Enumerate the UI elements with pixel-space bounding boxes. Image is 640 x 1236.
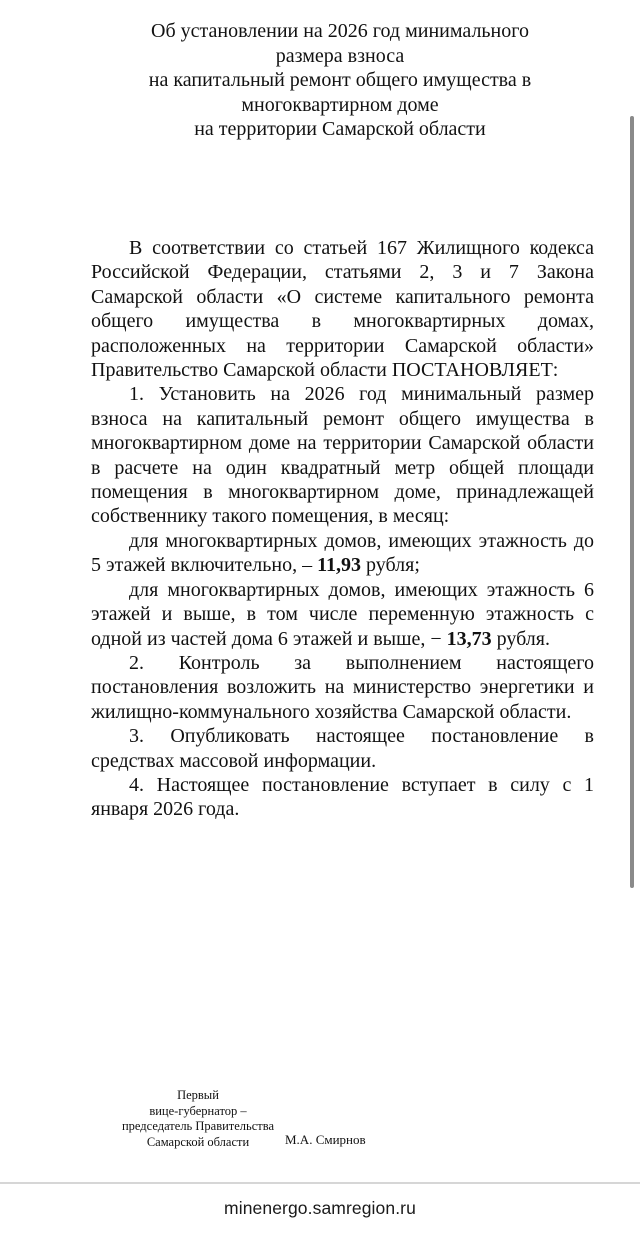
rate-low-value: 11,93 [317, 554, 361, 577]
title-line: на капитальный ремонт общего имущества в [148, 69, 532, 91]
rate-high-value: 13,73 [446, 627, 492, 650]
preamble-paragraph: В соответствии со статьей 167 Жилищного кодекса Российской Федерации, статьями 2, 3 и 7 Закона Самарской области «О системе капитального ремонта общего имущества в многоквартирных домах, расположенных на территории Самарской области» Правительство Самарской области ПОСТАНОВЛЯЕТ: [91, 237, 594, 382]
document-title [100, 19, 580, 142]
item-1-paragraph: 1. Установить на 2026 год минимальный размер взноса на капитальный ремонт общего имущества в многоквартирном доме на территории Самарской области в расчете на один квадратный метр общей площади помещения в многоквартирном доме, принадлежащей собственнику такого помещения, в месяц: [91, 383, 594, 528]
title-line: многоквартирном доме [241, 93, 439, 116]
browser-address-bar[interactable] [0, 1184, 640, 1236]
url-text[interactable]: minenergo.samregion.ru [224, 1198, 416, 1218]
signatory-position-line: вице-губернатор – [149, 1103, 247, 1118]
vertical-scrollbar[interactable] [630, 116, 634, 888]
rate-low-suffix: рубля; [366, 554, 420, 577]
signatory-position-line: Самарской области [146, 1134, 250, 1149]
signature-block [110, 1088, 470, 1158]
rate-low-paragraph [91, 529, 594, 578]
item-2-paragraph: 2. Контроль за выполнением настоящего постановления возложить на министерство энергетики и жилищно-коммунального хозяйства Самарской области. [91, 651, 594, 723]
rate-high-prefix: для многоквартирных домов, имеющих этажность 6 этажей и выше, в том числе переменную этажность с одной из частей дома 6 этажей и выше, − [91, 578, 594, 650]
item-4-paragraph: 4. Настоящее постановление вступает в силу с 1 января 2026 года. [91, 773, 594, 821]
signatory-position [110, 1088, 286, 1150]
item-3-paragraph: 3. Опубликовать настоящее постановление в средствах массовой информации. [91, 725, 594, 772]
document-body [91, 236, 594, 822]
title-line: Об установлении на 2026 год минимального [151, 20, 529, 42]
title-line: размера взноса [275, 44, 405, 67]
rate-low-prefix: для многоквартирных домов, имеющих этажность до 5 этажей включительно, – [91, 529, 594, 577]
rate-high-paragraph [91, 578, 594, 651]
signatory-position-line: председатель Правительства [121, 1119, 275, 1133]
rate-high-suffix: рубля. [496, 627, 550, 650]
signatory-position-line: Первый [177, 1088, 219, 1102]
title-line: на территории Самарской области [194, 118, 486, 140]
signatory-name: М.А. Смирнов [285, 1132, 366, 1147]
